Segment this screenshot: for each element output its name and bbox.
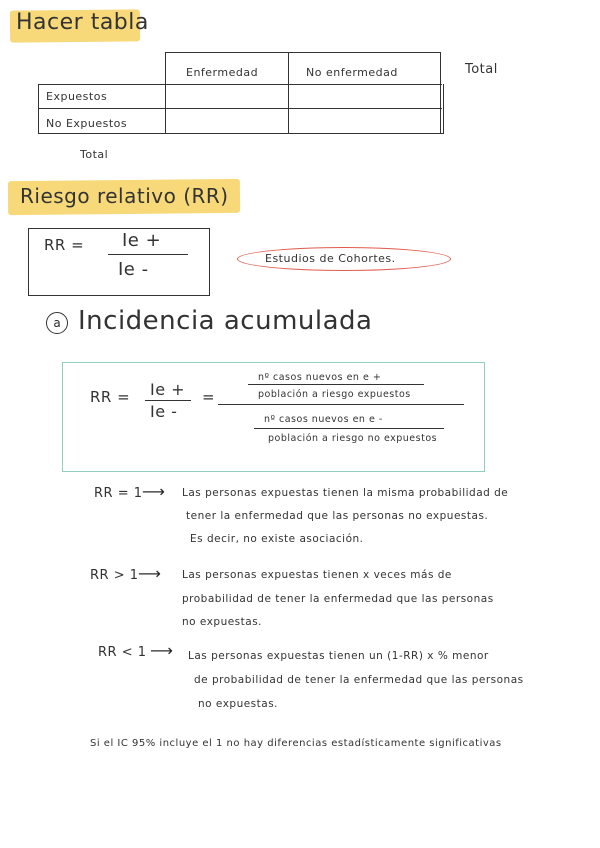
interpretation-line: Es decir, no existe asociación. [190, 533, 364, 545]
col-header-no-enfermedad: No enfermedad [306, 66, 398, 79]
section-title-hacer-tabla: Hacer tabla [16, 10, 149, 35]
interpretation-line: Las personas expuestas tienen x veces más de [182, 569, 452, 581]
interpretation-line: probabilidad de tener la enfermedad que las personas [182, 593, 494, 605]
ia-bottom-numerator: nº casos nuevos en e - [264, 414, 383, 425]
interpretation-line: no expuestas. [182, 616, 263, 628]
arrow-icon: ⟶ [142, 482, 165, 501]
rr-formula-numerator: Ie + [122, 230, 162, 251]
rr-fraction-bar [108, 254, 188, 255]
rr-formula-denominator: Ie - [118, 259, 149, 280]
arrow-icon: ⟶ [150, 641, 173, 660]
ia-top-denominator: población a riesgo expuestos [258, 389, 411, 400]
ia-main-fraction-bar [218, 404, 464, 405]
ia-bottom-denominator: población a riesgo no expuestos [268, 433, 438, 444]
ia-bottom-fraction-bar [254, 428, 444, 429]
section-title-incidencia-acumulada: Incidencia acumulada [78, 306, 373, 336]
interpretation-line: tener la enfermedad que las personas no expuestas. [186, 510, 489, 522]
section-title-riesgo-relativo: Riesgo relativo (RR) [20, 184, 229, 208]
row-header-expuestos: Expuestos [46, 90, 108, 103]
ia-formula-equals: = [202, 388, 216, 406]
section-marker: a [53, 316, 61, 330]
col-header-total: Total [465, 62, 498, 77]
condition-label: RR > 1 [90, 568, 139, 583]
condition-label: RR = 1 [94, 486, 143, 501]
arrow-icon: ⟶ [138, 564, 161, 583]
section-marker-circle [46, 312, 68, 334]
interpretation-line: no expuestas. [198, 698, 279, 710]
cohort-note: Estudios de Cohortes. [265, 252, 396, 265]
interpretation-line: Las personas expuestas tienen un (1-RR) x % menor [188, 650, 489, 662]
footer-note: Si el IC 95% incluye el 1 no hay diferencias estadísticamente significativas [90, 738, 502, 749]
condition-label: RR < 1 [98, 645, 147, 660]
ia-top-fraction-bar [248, 384, 424, 385]
ia-top-numerator: nº casos nuevos en e + [258, 372, 382, 383]
col-header-enfermedad: Enfermedad [186, 66, 259, 79]
row-header-no-expuestos: No Expuestos [46, 117, 128, 130]
row-header-total: Total [80, 148, 109, 161]
rr-formula-lhs: RR = [44, 236, 85, 254]
ia-formula-lhs: RR = [90, 388, 131, 406]
ia-formula-denominator: Ie - [150, 402, 178, 421]
interpretation-line: de probabilidad de tener la enfermedad que las personas [194, 674, 524, 686]
interpretation-line: Las personas expuestas tienen la misma probabilidad de [182, 487, 509, 499]
ia-formula-numerator: Ie + [150, 380, 186, 399]
